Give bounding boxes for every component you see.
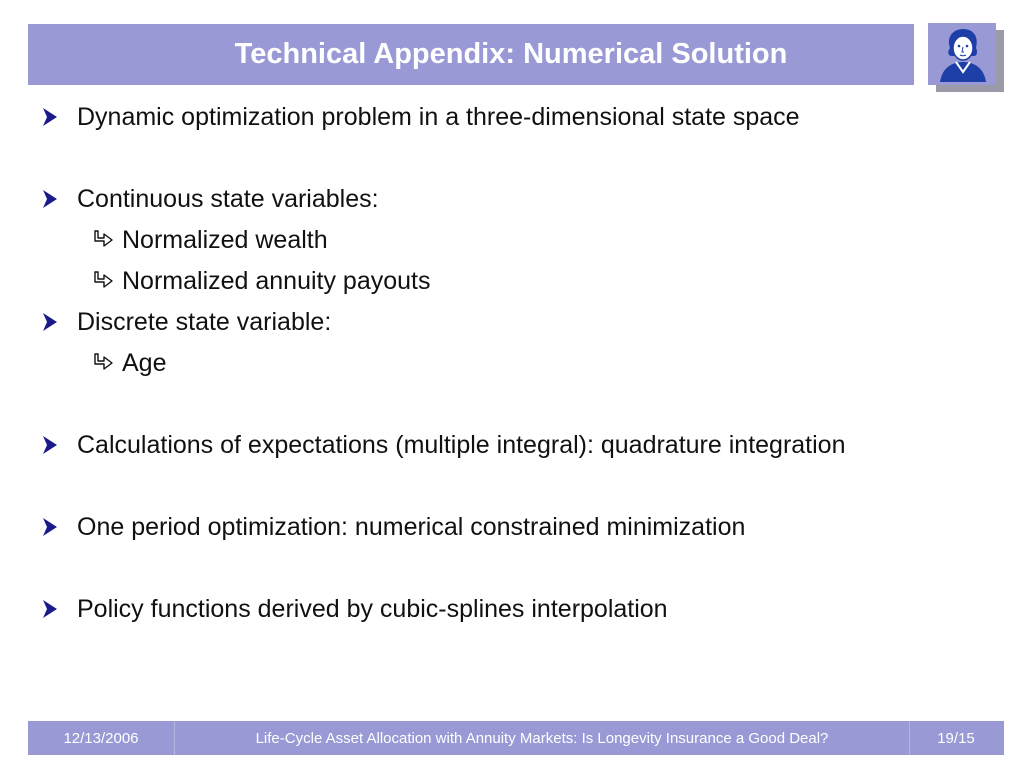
bullet-text: Discrete state variable: [77, 307, 332, 336]
slide-title: Technical Appendix: Numerical Solution [234, 38, 788, 70]
arrowhead-bullet-icon [42, 312, 58, 332]
arrowhead-bullet-icon [42, 107, 58, 127]
footer-title: Life-Cycle Asset Allocation with Annuity Markets: Is Longevity Insurance a Good Deal? [174, 721, 910, 755]
bullet-item [0, 102, 1024, 132]
bullet-text: Calculations of expectations (multiple integral): quadrature integration [77, 430, 846, 459]
sub-bullet-text: Age [122, 348, 167, 377]
bullet-text: One period optimization: numerical constrained minimization [77, 512, 746, 541]
bullet-text: Policy functions derived by cubic-splines interpolation [77, 594, 668, 623]
footer-date: 12/13/2006 [63, 729, 139, 747]
logo [928, 23, 996, 85]
bullet-item [0, 430, 1024, 460]
bullet-item [0, 594, 1024, 624]
hollow-arrow-bullet-icon [92, 352, 114, 374]
sub-bullet-text: Normalized annuity payouts [122, 266, 431, 295]
bullet-text: Dynamic optimization problem in a three-dimensional state space [77, 102, 800, 131]
arrowhead-bullet-icon [42, 189, 58, 209]
hollow-arrow-bullet-icon [92, 229, 114, 251]
sub-bullet-item [0, 266, 1024, 296]
hollow-arrow-bullet-icon [92, 270, 114, 292]
bullet-item [0, 184, 1024, 214]
arrowhead-bullet-icon [42, 435, 58, 455]
arrowhead-bullet-icon [42, 599, 58, 619]
page-number: 19/15 [937, 729, 975, 747]
sub-bullet-text: Normalized wealth [122, 225, 328, 254]
bullet-item [0, 307, 1024, 337]
arrowhead-bullet-icon [42, 517, 58, 537]
title-bar [28, 24, 914, 85]
sub-bullet-item [0, 225, 1024, 255]
sub-bullet-item [0, 348, 1024, 378]
goethe-portrait-logo-icon [932, 26, 992, 82]
footer [28, 721, 1004, 755]
bullet-item [0, 512, 1024, 542]
bullet-text: Continuous state variables: [77, 184, 379, 213]
